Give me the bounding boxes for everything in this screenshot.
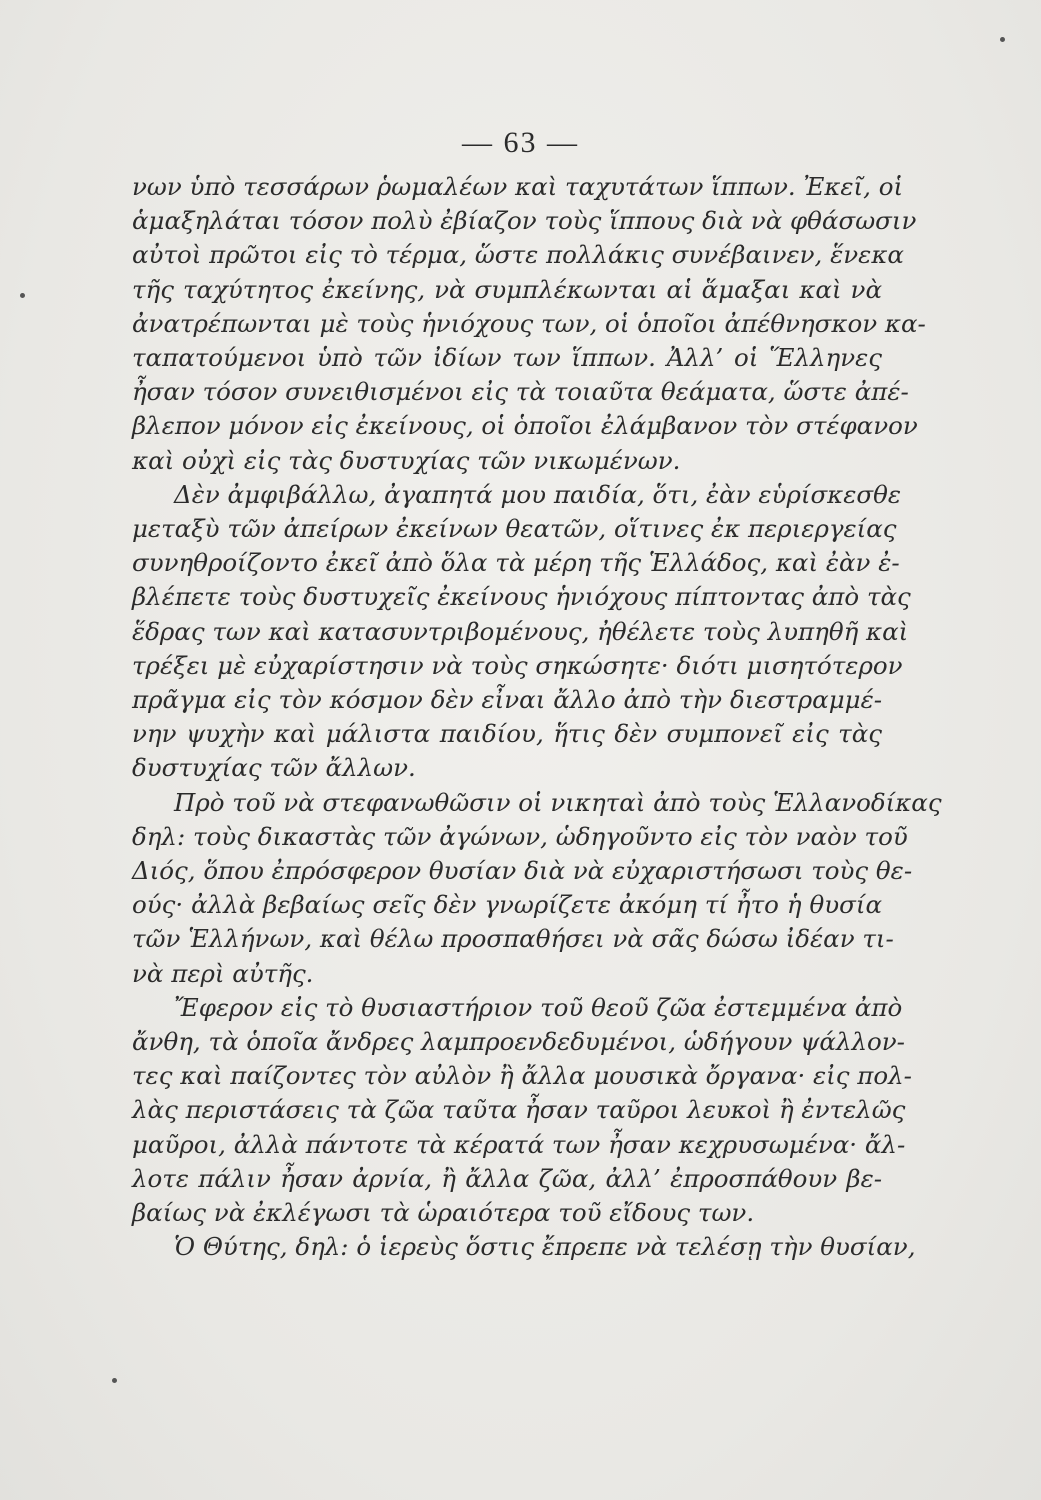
text-line: μεταξὺ τῶν ἀπείρων ἐκείνων θεατῶν, οἵτινες ἐκ περιεργείας <box>132 514 897 544</box>
text-line: πρᾶγμα εἰς τὸν κόσμον δὲν εἶναι ἄλλο ἀπὸ τὴν διεστραμμέ- <box>132 685 882 715</box>
text-line: λὰς περιστάσεις τὰ ζῶα ταῦτα ἦσαν ταῦροι λευκοὶ ἢ ἐντελῶς <box>132 1095 906 1125</box>
text-line: ἦσαν τόσον συνειθισμένοι εἰς τὰ τοιαῦτα θεάματα, ὥστε ἀπέ- <box>132 377 909 407</box>
text-line: Διός, ὅπου ἐπρόσφερον θυσίαν διὰ νὰ εὐχαριστήσωσι τοὺς θε- <box>132 856 913 886</box>
text-line: ἄνθη, τὰ ὁποῖα ἄνδρες λαμπροενδεδυμένοι, ὡδήγουν ψάλλον- <box>132 1027 905 1057</box>
text-line: συνηθροίζοντο ἐκεῖ ἀπὸ ὅλα τὰ μέρη τῆς Ἑλλάδος, καὶ ἐὰν ἐ- <box>132 548 900 578</box>
text-line: βλέπετε τοὺς δυστυχεῖς ἐκείνους ἡνιόχους πίπτοντας ἀπὸ τὰς <box>132 582 911 612</box>
text-line: ἀνατρέπωνται μὲ τοὺς ἡνιόχους των, οἱ ὁποῖοι ἀπέθνησκον κα- <box>132 308 926 338</box>
text-line: λοτε πάλιν ἦσαν ἀρνία, ἢ ἄλλα ζῶα, ἀλλ’ ἐπροσπάθουν βε- <box>132 1163 882 1193</box>
ink-speck <box>112 1378 117 1383</box>
text-line: αὐτοὶ πρῶτοι εἰς τὸ τέρμα, ὥστε πολλάκις συνέβαινεν, ἕνεκα <box>132 240 904 270</box>
text-line: τες καὶ παίζοντες τὸν αὐλὸν ἢ ἄλλα μουσικὰ ὄργανα· εἰς πολ- <box>132 1061 912 1091</box>
text-line: νων ὑπὸ τεσσάρων ῥωμαλέων καὶ ταχυτάτων ἵππων. Ἐκεῖ, οἱ <box>132 172 904 201</box>
text-line: βλεπον μόνον εἰς ἐκείνους, οἱ ὁποῖοι ἐλάμβανον τὸν στέφανον <box>132 411 918 441</box>
page-number: — 63 — <box>462 126 579 159</box>
text-line: Δὲν ἀμφιβάλλω, ἀγαπητά μου παιδία, ὅτι, ἐὰν εὑρίσκεσθε <box>174 479 902 509</box>
text-line: βαίως νὰ ἐκλέγωσι τὰ ὡραιότερα τοῦ εἴδους των. <box>132 1198 755 1228</box>
text-line: ἁμαξηλάται τόσον πολὺ ἐβίαζον τοὺς ἵππους διὰ νὰ φθάσωσιν <box>132 206 917 236</box>
text-line: ταπατούμενοι ὑπὸ τῶν ἰδίων των ἵππων. Ἀλλ’ οἱ Ἕλληνες <box>132 343 882 373</box>
text-line: τρέξει μὲ εὐχαρίστησιν νὰ τοὺς σηκώσητε· διότι μισητότερον <box>132 650 903 680</box>
text-line: δυστυχίας τῶν ἄλλων. <box>132 753 416 783</box>
text-line: Ὁ Θύτης, δηλ: ὁ ἱερεὺς ὅστις ἔπρεπε νὰ τελέσῃ τὴν θυσίαν, <box>174 1232 916 1262</box>
ink-speck <box>20 293 25 298</box>
text-line: νην ψυχὴν καὶ μάλιστα παιδίου, ἥτις δὲν συμπονεῖ εἰς τὰς <box>132 719 882 749</box>
text-line: Πρὸ τοῦ νὰ στεφανωθῶσιν οἱ νικηταὶ ἀπὸ τοὺς Ἑλλανοδίκας <box>174 787 942 817</box>
text-line: δηλ: τοὺς δικαστὰς τῶν ἀγώνων, ὡδηγοῦντο εἰς τὸν ναὸν τοῦ <box>132 821 908 851</box>
text-line: ἕδρας των καὶ κατασυντριβομένους, ἠθέλετε τοὺς λυπηθῆ καὶ <box>132 616 909 646</box>
text-line: τῆς ταχύτητος ἐκείνης, νὰ συμπλέκωνται αἱ ἅμαξαι καὶ νὰ <box>132 274 882 304</box>
ink-speck <box>1000 37 1005 42</box>
text-line: μαῦροι, ἀλλὰ πάντοτε τὰ κέρατά των ἦσαν κεχρυσωμένα· ἄλ- <box>132 1129 906 1159</box>
body-text <box>132 170 942 1265</box>
text-line: ούς· ἀλλὰ βεβαίως σεῖς δὲν γνωρίζετε ἀκόμη τί ἦτο ἡ θυσία <box>132 890 882 920</box>
text-line: νὰ περὶ αὐτῆς. <box>132 958 314 988</box>
text-line: Ἔφερον εἰς τὸ θυσιαστήριον τοῦ θεοῦ ζῶα ἐστεμμένα ἀπὸ <box>174 992 903 1022</box>
text-line: τῶν Ἑλλήνων, καὶ θέλω προσπαθήσει νὰ σᾶς δώσω ἰδέαν τι- <box>132 924 894 954</box>
text-line: καὶ οὐχὶ εἰς τὰς δυστυχίας τῶν νικωμένων. <box>132 445 681 475</box>
